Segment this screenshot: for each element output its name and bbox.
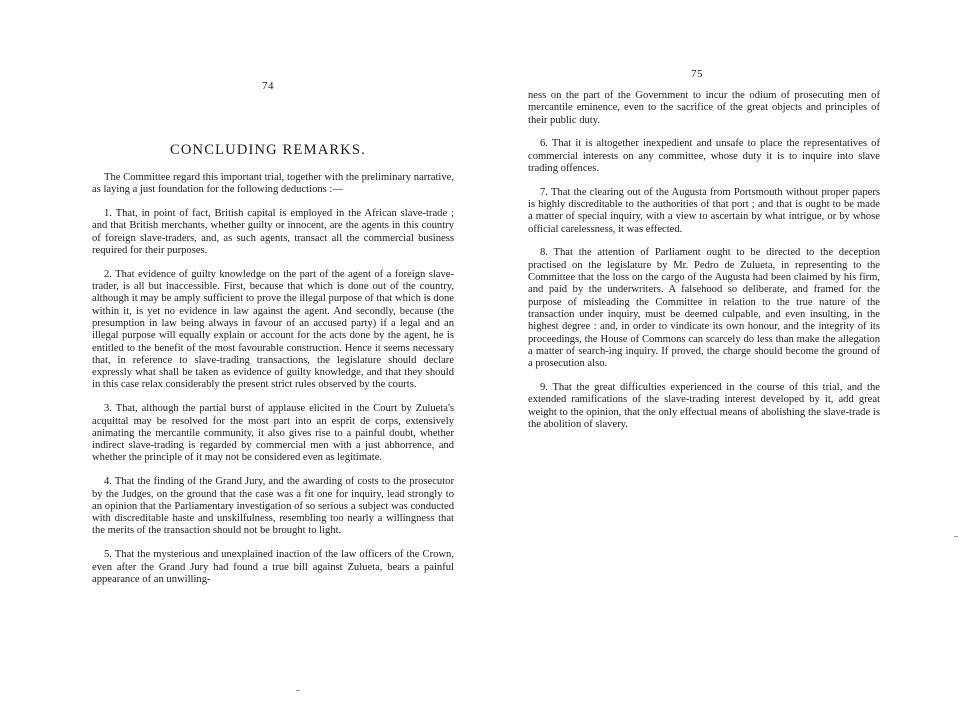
paragraph-1: 1. That, in point of fact, British capital is employed in the African slave-trade ; and that British merchants, whether guilty or innocent, are the agents in this country of foreign slave-traders, and, as such agents, transact all the commercial business required for their purposes. [92,208,454,256]
page-number: 75 [691,68,703,80]
left-text-column [92,172,454,598]
section-heading: CONCLUDING REMARKS. [170,142,367,158]
paragraph-9: 9. That the great difficulties experienced in the course of this trial, and the extended ramifications of the slave-trading interest developed by it, add great weight to the opinion, that the only effectual means of abolishing the slave-trade is the abolition of slavery. [528,381,880,430]
page-number: 74 [262,80,274,92]
paragraph-3: 3. That, although the partial burst of applause elicited in the Court by Zulueta's acquittal may be resolved for the most part into an esprit de corps, extensively animating the mercantile community, it also gives rise to a painful doubt, whether indirect slave-trading is regarded by commercial men with a just abhorrence, and whether the principle of it may not be considered even as legitimate. [92,403,454,464]
paragraph-8: 8. That the attention of Parliament ought to be directed to the deception practised on the legislature by Mr. Pedro de Zulueta, in representing to the Committee that the loss on the cargo of the Augusta had been claimed by his firm, and paid by the underwriters. A falsehood so deliberate, and framed for the purpose of misleading the Committee in relation to the true nature of the transaction under inquiry, must be deemed culpable, and even insulting, in the highest degree : and, in order to vindicate its own honour, and the integrity of its proceedings, the House of Commons can scarcely do less than make the allegation a matter of search-ing inquiry. If proved, the charge should become the ground of a prosecution also. [528,247,880,370]
paragraph-2: 2. That evidence of guilty knowledge on the part of the agent of a foreign slave-trader, is all but inaccessible. First, because that which is done out of the country, although it may be amply sufficient to prove the illegal purpose of that which is done within it, is yet no evidence in law against the agent. And secondly, because (the presumption in law being always in favour of an accused party) if a legal and an illegal purpose will equally explain or account for the acts done by the agent, he is entitled to the benefit of the most favourable construction. Hence it seems necessary that, in reference to slave-trading transactions, the legislature should declare expressly what shall be taken as evidence of guilty knowledge, and that they should in this case relax considerably the present strict rules observed by the courts. [92,268,454,391]
right-page [490,0,980,717]
print-speck [296,690,300,691]
paragraph-4: 4. That the finding of the Grand Jury, and the awarding of costs to the prosecutor by the Judges, on the ground that the case was a fit one for inquiry, lead strongly to an opinion that the Parliamentary investigation of so serious a subject was conducted with discreditable haste and unskilfulness, resembling too nearly a willingness that the merits of the transaction should not be brought to light. [92,476,454,537]
paragraph-5: 5. That the mysterious and unexplained inaction of the law officers of the Crown, even after the Grand Jury had found a true bill against Zulueta, bears a painful appearance of an unwilling- [92,549,454,585]
paragraph-7: 7. That the clearing out of the Augusta from Portsmouth without proper papers is highly discreditable to the authorities of that port ; and that is ought to be made a matter of special inquiry, with a view to ascertain by what intrigue, or by whose official carelessness, it was effected. [528,186,880,235]
paragraph-6: 6. That it is altogether inexpedient and unsafe to place the representatives of commercial interests on any committee, whose duty it is to inquire into slave trading offences. [528,138,880,174]
paragraph-intro: The Committee regard this important trial, together with the preliminary narrative, as laying a just foundation for the following deductions :— [92,172,454,196]
print-speck [954,536,958,537]
paragraph-5-continued: ness on the part of the Government to incur the odium of prosecuting men of mercantile eminence, even to the sacrifice of the great objects and principles of their public duty. [528,90,880,126]
right-text-column [528,90,880,443]
